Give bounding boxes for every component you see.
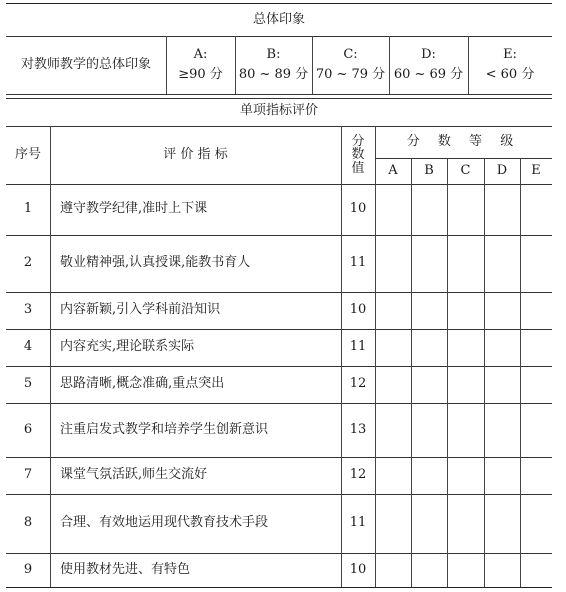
grade-letter: D: [421, 46, 436, 62]
row-number: 9 [23, 561, 33, 577]
row-score: 11 [349, 515, 367, 531]
col-divider [520, 158, 521, 587]
overall-row-label: 对教师教学的总体印象 [20, 56, 151, 72]
header-seq: 序号 [14, 146, 41, 162]
row-score: 10 [349, 561, 367, 577]
row-score: 10 [349, 302, 367, 318]
level-d: D [496, 162, 508, 178]
col-divider [411, 158, 412, 587]
row-indicator: 内容新颖,引入学科前沿知识 [60, 302, 221, 318]
row-number: 2 [23, 255, 33, 271]
header-score-char: 数 [351, 147, 365, 163]
level-c: C [460, 162, 471, 178]
header-score [341, 126, 375, 184]
row-score: 12 [349, 467, 367, 483]
header-indicator: 评 价 指 标 [163, 146, 228, 162]
row-indicator: 使用教材先进、有特色 [60, 561, 191, 577]
grade-e [468, 36, 552, 94]
col-divider [375, 126, 376, 587]
row-indicator: 注重启发式教学和培养学生创新意识 [60, 421, 269, 437]
row-number: 8 [23, 515, 33, 531]
grade-b [235, 36, 312, 94]
grade-letter: C: [343, 46, 358, 62]
bottom-rule [6, 587, 552, 588]
grade-range: 60 ~ 69 分 [393, 67, 464, 82]
grade-letter: B: [266, 46, 281, 62]
row-number: 3 [23, 302, 33, 318]
single-title: 单项指标评价 [239, 103, 318, 119]
row-indicator: 合理、有效地运用现代教育技术手段 [60, 515, 269, 531]
grade-range: ≥90 分 [178, 67, 223, 82]
row-indicator: 思路清晰,概念准确,重点突出 [60, 376, 225, 392]
row-score: 12 [349, 376, 367, 392]
header-levels: 分 数 等 级 [406, 133, 521, 149]
grade-range: 80 ~ 89 分 [238, 67, 309, 82]
level-b: B [424, 162, 434, 178]
row-number: 4 [23, 339, 33, 355]
grade-c [312, 36, 389, 94]
level-e: E [531, 162, 541, 178]
header-score-char: 值 [351, 160, 365, 176]
grade-range: 70 ~ 79 分 [315, 67, 386, 82]
row-number: 7 [23, 467, 33, 483]
row-indicator: 内容充实,理论联系实际 [60, 339, 195, 355]
grade-a [166, 36, 235, 94]
row-number: 1 [23, 201, 33, 217]
grade-d [389, 36, 468, 94]
row-indicator: 课堂气氛活跃,师生交流好 [60, 467, 208, 483]
row-score: 10 [349, 201, 367, 217]
row-score: 11 [349, 339, 367, 355]
row-number: 6 [23, 421, 33, 437]
header-score-char: 分 [351, 133, 365, 149]
col-divider [484, 158, 485, 587]
grade-letter: A: [193, 46, 208, 62]
col-divider [447, 158, 448, 587]
level-a: A [388, 162, 398, 178]
row-indicator: 遵守教学纪律,准时上下课 [60, 201, 208, 217]
grade-range: < 60 分 [485, 67, 535, 82]
grade-letter: E: [503, 46, 517, 62]
row-score: 11 [349, 255, 367, 271]
overall-title: 总体印象 [252, 11, 305, 27]
row-indicator: 敬业精神强,认真授课,能教书育人 [60, 255, 251, 271]
row-score: 13 [349, 421, 367, 437]
row-number: 5 [23, 376, 33, 392]
